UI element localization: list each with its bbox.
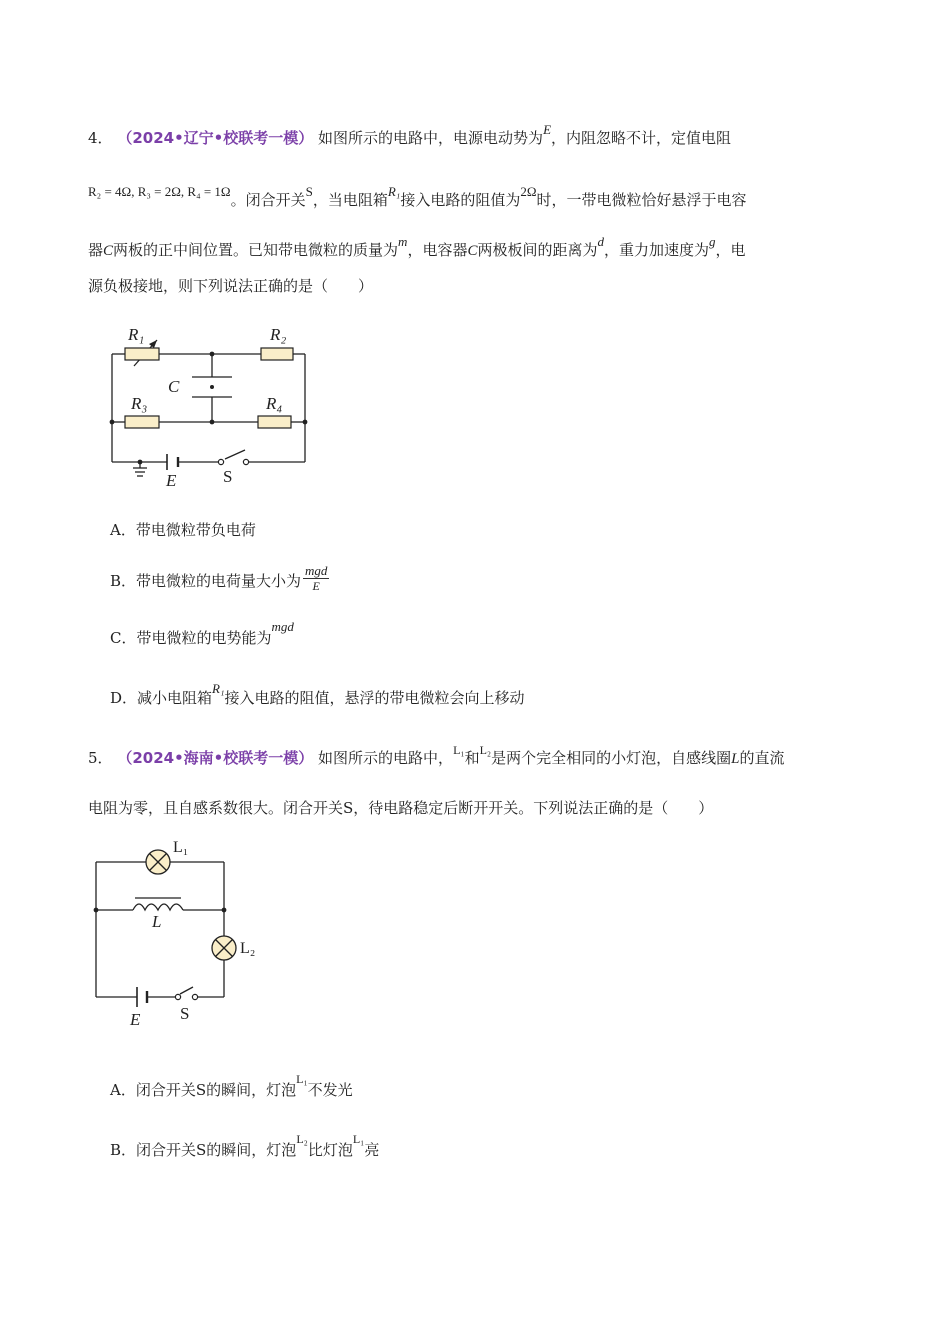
q4-line-4 (88, 276, 373, 296)
q4-label-R3: R₃ (131, 394, 148, 413)
q5-option-a-text: A．闭合开关S的瞬间，灯泡 (110, 1081, 297, 1099)
q5-option-b-text: 亮 (364, 1141, 380, 1159)
q4-stem-text: 接入电路的阻值为 (400, 191, 521, 209)
q5-stem-text: 如图所示的电路中， (318, 749, 454, 767)
q4-symbol-d: d (597, 234, 604, 249)
q5-number: 5． (88, 749, 113, 767)
q4-stem-text: 。闭合开关 (230, 191, 306, 209)
q4-source: （2024•辽宁•校联考一模） (117, 129, 314, 147)
q4-resistance-values: R₂ = 4Ω, R₃ = 2Ω, R₄ = 1Ω (88, 184, 231, 199)
q5-option-b-L1: L₁ (352, 1132, 365, 1146)
q5-lamp-L1 (146, 850, 170, 874)
q4-option-d-R1: R₁ (212, 681, 225, 696)
q4-stem-text: 如图所示的电路中，电源电动势为 (318, 129, 544, 147)
q4-stem-text: ，电 (715, 241, 746, 259)
q4-option-c (110, 619, 294, 649)
q4-label-C: C (168, 377, 180, 396)
q4-charged-particle (210, 385, 214, 389)
q4-symbol-C: C (103, 243, 114, 259)
q4-option-b-text: B．带电微粒的电荷量大小为 (110, 572, 302, 590)
q5-label-L: L (152, 912, 162, 931)
q5-option-a-L1: L₁ (296, 1072, 308, 1086)
q4-stem-text: ，内阻忽略不计，定值电阻 (551, 129, 732, 147)
q4-label-R4: R₄ (266, 394, 283, 413)
q4-symbol-C: C (467, 243, 478, 259)
q4-stem-text: ，重力加速度为 (603, 241, 709, 259)
q4-stem-text: 两极板间的距离为 (477, 241, 598, 259)
q4-circuit-diagram (100, 318, 320, 490)
q5-stem-text: 和 (464, 749, 480, 767)
q5-label-L2: L₂ (240, 940, 256, 957)
q5-label-E: E (130, 1010, 141, 1029)
q5-stem-text: 的直流 (739, 749, 785, 767)
q4-stem-text: 源负极接地，则下列说法正确的是（ ） (88, 277, 374, 295)
q5-circuit-diagram (88, 835, 278, 1031)
q5-symbol-L2: L₂ (479, 743, 492, 757)
q4-stem-text: ，当电阻箱 (312, 191, 388, 209)
q4-label-R1: R₁ (128, 325, 145, 344)
q4-label-R2: R₂ (270, 325, 287, 344)
q4-option-b-fraction (303, 564, 329, 593)
q5-line-1 (88, 743, 785, 769)
q5-source: （2024•海南•校联考一模） (117, 749, 314, 767)
q4-number: 4． (88, 129, 113, 147)
q5-stem-text: 电阻为零，且自感系数很大。闭合开关S，待电路稳定后断开开关。下列说法正确的是（ ） (88, 799, 714, 817)
q4-resistor-R3 (125, 416, 159, 428)
q5-option-b-text: B．闭合开关S的瞬间，灯泡 (110, 1141, 297, 1159)
q5-symbol-L: L (731, 751, 740, 767)
q5-lamp-L2 (212, 936, 236, 960)
q5-symbol-L1: L₁ (453, 743, 465, 757)
q4-fraction-denominator: E (312, 578, 320, 593)
q4-resistor-R2 (261, 348, 293, 360)
q4-option-c-math: mgd (271, 619, 294, 634)
q5-label-S: S (180, 1004, 190, 1023)
q4-option-a-text: A．带电微粒带负电荷 (110, 521, 256, 539)
q4-symbol-m: m (398, 234, 408, 249)
q4-option-d-text: D．减小电阻箱 (110, 689, 213, 707)
q4-option-d (110, 681, 525, 709)
q4-stem-text: 器 (88, 241, 104, 259)
q4-line-3 (88, 234, 746, 261)
q4-label-E: E (166, 471, 177, 490)
q5-stem-text: 是两个完全相同的小灯泡，自感线圈 (491, 749, 732, 767)
q4-symbol-R1: R₁ (387, 184, 401, 199)
q4-option-a (110, 520, 256, 540)
q4-symbol-g: g (709, 234, 716, 249)
q4-line-1 (88, 122, 732, 149)
q4-label-S: S (223, 467, 233, 486)
q4-option-b (110, 562, 329, 597)
q4-resistor-R4 (258, 416, 291, 428)
q4-symbol-S: S (305, 184, 313, 199)
q5-option-b (110, 1132, 380, 1161)
q5-line-2 (88, 798, 713, 818)
q5-label-L1: L₁ (173, 839, 189, 856)
q4-stem-text: 两板的正中间位置。已知带电微粒的质量为 (113, 241, 399, 259)
q4-option-d-text: 接入电路的阻值，悬浮的带电微粒会向上移动 (224, 689, 525, 707)
q4-option-c-text: C．带电微粒的电势能为 (110, 629, 272, 647)
q4-symbol-E: E (543, 122, 552, 137)
q5-option-a (110, 1072, 353, 1101)
q4-stem-text: 时，一带电微粒恰好悬浮于电容 (536, 191, 747, 209)
q4-fraction-numerator: mgd (305, 562, 328, 578)
q4-value-2ohm: 2Ω (520, 184, 537, 199)
q4-resistor-R1 (125, 348, 159, 360)
q4-line-2 (88, 184, 747, 211)
q5-option-a-text: 不发光 (307, 1081, 353, 1099)
q4-stem-text: ，电容器 (407, 241, 468, 259)
q5-option-b-text: 比灯泡 (307, 1141, 353, 1159)
q5-option-b-L2: L₂ (296, 1132, 308, 1146)
